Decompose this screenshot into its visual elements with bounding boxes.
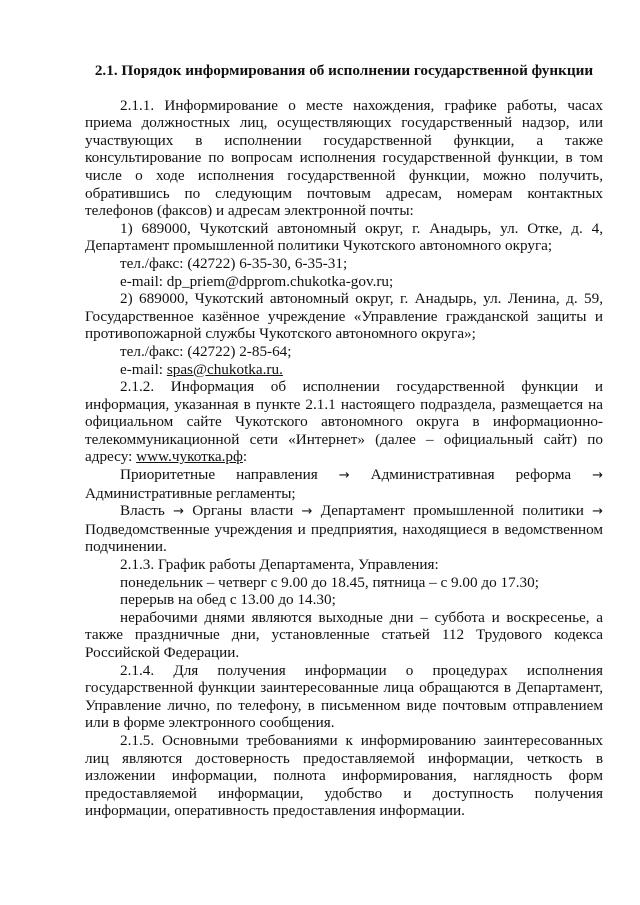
arrow-right-icon: →: [592, 468, 604, 484]
nav-path-1: [85, 466, 603, 502]
email-2-prefix: e-mail:: [120, 360, 167, 378]
lunch-break: перерыв на обед с 13.00 до 14.30;: [120, 591, 336, 609]
paragraph-2-1-2: [85, 378, 603, 466]
paragraph-2-1-4: 2.1.4. Для получения информации о процедурах исполнения государственной функции заинтересованные лица обращаются в Департамент, Управление лично, по телефону, в письменном виде почтовым отправлением или в форме электронного сообщения.: [85, 661, 603, 732]
paragraph-2-1-2-end: :: [242, 448, 248, 466]
work-hours: понедельник – четверг с 9.00 до 18.45, пятница – с 9.00 до 17.30;: [120, 573, 539, 591]
paragraph-2-1-5: 2.1.5. Основными требованиями к информированию заинтересованных лиц являются достоверность предоставляемой информации, четкость в изложении информации, полнота информирования, наглядность форм предоставляемой информации, удобство и доступность получения информации, оперативность предоставления информации.: [85, 731, 603, 820]
arrow-right-icon: →: [338, 468, 350, 484]
email-2-link[interactable]: spas@chukotka.ru.: [166, 360, 283, 378]
email-1: e-mail: dp_priem@dpprom.chukotka-gov.ru;: [120, 272, 394, 290]
document-page: [85, 62, 603, 820]
email-2: [85, 361, 603, 379]
address-1: 1) 689000, Чукотский автономный округ, г. Анадырь, ул. Отке, д. 4, Департамент промышленной политики Чукотского автономного округа;: [85, 219, 603, 255]
nav-path-2: [85, 502, 603, 556]
arrow-right-icon: →: [592, 504, 604, 520]
nav-path-2-step-3: Департамент промышленной политики: [320, 502, 584, 520]
section-title: 2.1. Порядок информирования об исполнении государственной функции: [94, 62, 594, 79]
arrow-right-icon: →: [301, 504, 313, 520]
arrow-right-icon: →: [173, 504, 184, 520]
official-site-link[interactable]: www.чукотка.рф: [136, 448, 243, 466]
nav-path-2-step-1: Власть: [120, 502, 165, 520]
days-off: нерабочими днями являются выходные дни – суббота и воскресенье, а также праздничные дни, установленные статьей 112 Трудового кодекса Российской Федерации.: [85, 608, 603, 661]
paragraph-2-1-1: 2.1.1. Информирование о месте нахождения, графике работы, часах приема должностных лиц, осуществляющих государственный надзор, или участвующих в исполнении государственной функции, а также консультирование по вопросам исполнения государственной функции, в том числе о ходе исполнения государственной функции, можно получить, обратившись по следующим почтовым адресам, номерам контактных телефонов (факсов) и адресам электронной почты:: [85, 96, 603, 220]
nav-path-2-step-2: Органы власти: [192, 502, 294, 520]
nav-path-1-step-1: Приоритетные направления: [120, 466, 318, 484]
nav-path-2-step-4: Подведомственные учреждения и предприятия, находящиеся в ведомственном подчинении.: [85, 520, 603, 556]
nav-path-1-step-3: Административные регламенты;: [85, 484, 296, 502]
address-2: 2) 689000, Чукотский автономный округ, г. Анадырь, ул. Ленина, д. 59, Государственное казённое учреждение «Управление гражданской защиты и противопожарной службы Чукотского автономного округа»;: [85, 290, 603, 343]
nav-path-1-step-2: Административная реформа: [370, 466, 572, 484]
phone-1: тел./факс: (42722) 6-35-30, 6-35-31;: [120, 254, 348, 272]
paragraph-2-1-2-text: 2.1.2. Информация об исполнении государственной функции и информация, указанная в пункте 2.1.1 настоящего подраздела, размещается на официальном сайте Чукотского автономного округа в информационно-телекоммуникационной сети «Интернет» (далее – официальный сайт) по адресу:: [85, 378, 603, 466]
phone-2: тел./факс: (42722) 2-85-64;: [120, 342, 292, 360]
paragraph-2-1-3: 2.1.3. График работы Департамента, Управления:: [120, 556, 439, 574]
